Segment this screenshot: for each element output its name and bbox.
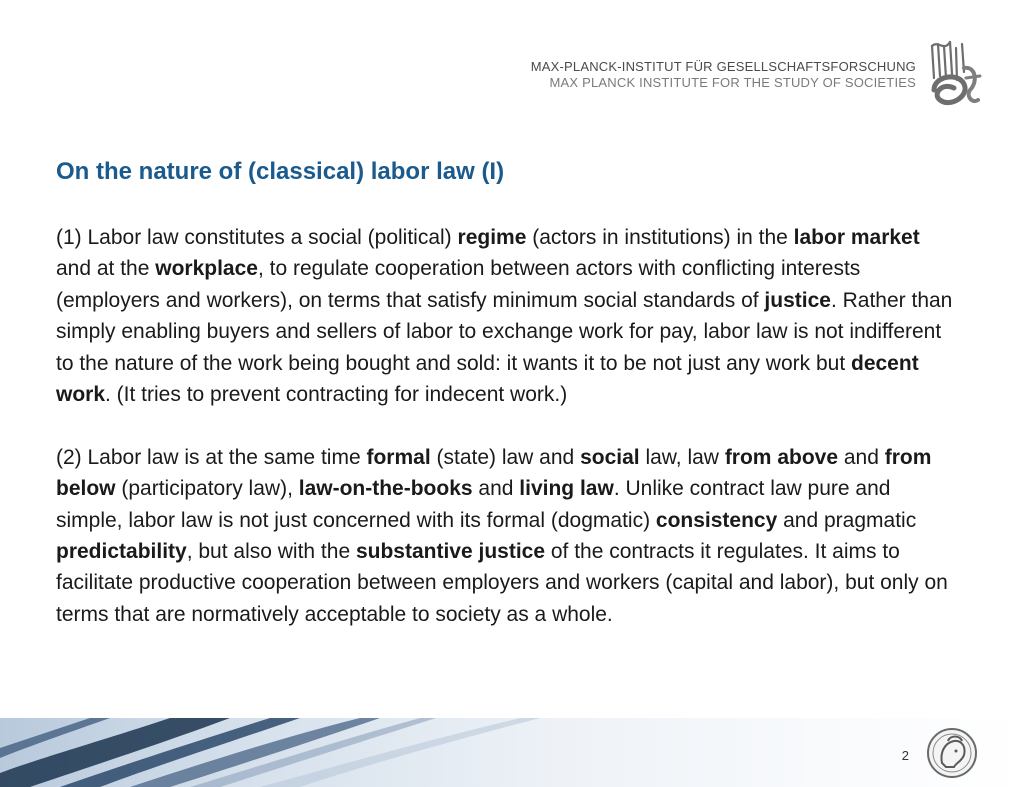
slide-title: On the nature of (classical) labor law (I) — [56, 158, 505, 185]
emphasized-term: substantive justice — [355, 540, 546, 564]
emphasized-term: formal — [366, 445, 431, 469]
emphasized-term: decent work — [56, 351, 919, 407]
paragraph-text: (state) law and — [430, 445, 581, 469]
institute-header — [531, 38, 984, 112]
paragraph-text: . (It tries to prevent contracting for indecent work.) — [105, 383, 568, 407]
paragraph-text: of the contracts it regulates. It aims to facilitate productive cooperation between employers and workers (capital and labor), but only on terms that are normatively acceptable to society as a whole. — [56, 540, 948, 626]
paragraph-text: and — [472, 477, 520, 501]
minerva-seal-icon — [926, 727, 978, 779]
paragraph-text: (actors in institutions) in the — [526, 226, 794, 249]
paragraph-text: and — [838, 445, 885, 469]
page-number: 2 — [901, 748, 909, 763]
paragraph-text: . Rather than simply enabling buyers and sellers of labor to exchange work for pay, labor law is not indifferent to the nature of the work being bought and sold: it wants it to be not just any work but — [56, 288, 953, 375]
emphasized-term: consistency — [655, 508, 778, 532]
paragraph-text: , to regulate cooperation between actors with conflicting interests (employers and workers), on terms that satisfy minimum social standards of — [56, 257, 861, 312]
emphasized-term: social — [580, 445, 640, 469]
paragraph-text: (1) Labor law constitutes a social (political) — [56, 226, 458, 249]
emphasized-term: from above — [724, 445, 839, 469]
paragraph-text: . Unlike contract law pure and simple, labor law is not just concerned with its formal (dogmatic) — [56, 477, 891, 532]
paragraph-text: law, law — [639, 445, 725, 469]
body-paragraph — [56, 222, 956, 410]
mpifg-logo-icon — [924, 38, 984, 112]
footer-decoration-icon — [0, 718, 1024, 787]
footer-band — [0, 718, 1024, 787]
paragraph-text: and at the — [56, 257, 156, 281]
body-paragraph — [56, 442, 956, 630]
institute-name-german: MAX-PLANCK-INSTITUT FÜR GESELLSCHAFTSFORSCHUNG — [530, 59, 916, 74]
emphasized-term: workplace — [155, 257, 258, 281]
paragraph-text: and pragmatic — [777, 508, 917, 532]
paragraph-text: (2) Labor law is at the same time — [56, 445, 367, 469]
slide-body — [56, 222, 956, 662]
emphasized-term: labor market — [793, 226, 920, 249]
paragraph-text: , but also with the — [186, 540, 356, 564]
institute-names — [531, 59, 916, 91]
institute-name-english: MAX PLANCK INSTITUTE FOR THE STUDY OF SOCIETIES — [549, 75, 916, 90]
emphasized-term: justice — [764, 288, 831, 312]
emphasized-term: from below — [56, 445, 932, 501]
emphasized-term: living law — [519, 477, 614, 501]
emphasized-term: predictability — [56, 540, 187, 564]
emphasized-term: regime — [457, 226, 527, 249]
paragraph-text: (participatory law), — [115, 477, 299, 501]
emphasized-term: law-on-the-books — [298, 477, 473, 501]
